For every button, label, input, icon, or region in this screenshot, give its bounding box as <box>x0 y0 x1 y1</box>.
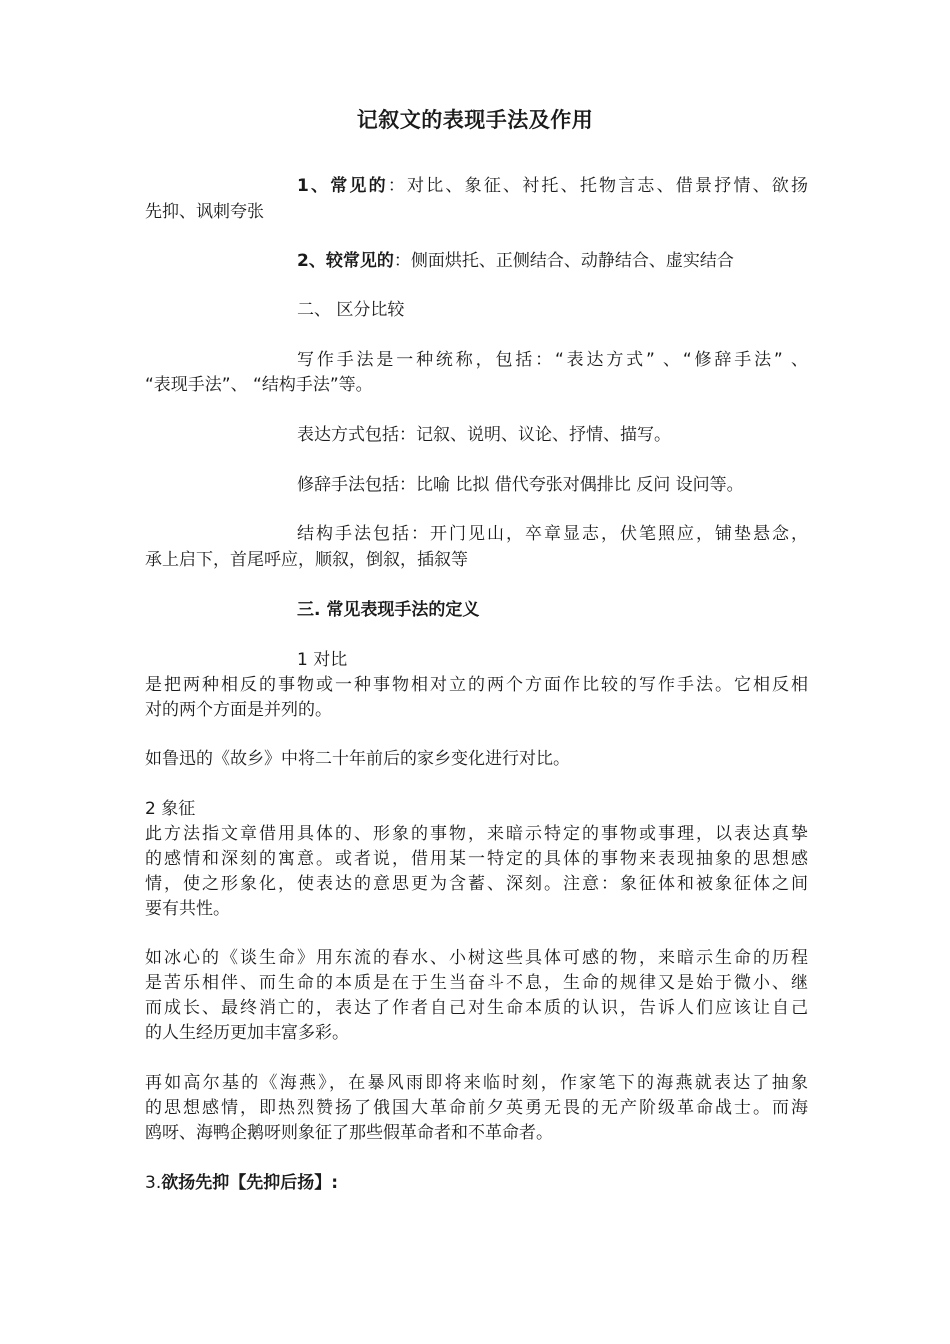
structure-methods-line1: 结构手法包括：开门见山，卒章显志，伏笔照应，铺垫悬念， <box>297 524 808 544</box>
rhetoric-devices: 修辞手法包括：比喻 比拟 借代夸张对偶排比 反问 设问等。 <box>297 475 744 495</box>
common-label: 1、常见的 <box>297 176 388 196</box>
contrast-def-line2: 对的两个方面是并列的。 <box>145 700 332 720</box>
writing-methods-line2: “表现手法”、 “结构手法”等。 <box>145 375 373 395</box>
less-common-colon: ： <box>393 251 411 271</box>
suppress-number: 3. <box>145 1173 162 1193</box>
common-text: 对比、象征、衬托、托物言志、借景抒情、欲扬 <box>407 176 808 196</box>
symbol-example2-line3: 鸥呀、海鸭企鹅呀则象征了那些假革命者和不革命者。 <box>145 1123 553 1143</box>
symbol-example1-line4: 的人生经历更加丰富多彩。 <box>145 1023 349 1043</box>
section-three-heading: 三. 常见表现手法的定义 <box>297 600 480 620</box>
symbol-heading: 2 象征 <box>145 799 196 819</box>
less-common-text: 侧面烘托、正侧结合、动静结合、虚实结合 <box>410 251 734 271</box>
symbol-example1-line2: 是苦乐相伴、而生命的本质是在于生当奋斗不息，生命的规律又是始于微小、继 <box>145 973 808 993</box>
page-title: 记叙文的表现手法及作用 <box>356 108 594 132</box>
symbol-def-line2: 的感情和深刻的寓意。或者说，借用某一特定的具体的事物来表现抽象的思想感 <box>145 849 808 869</box>
common-colon: ： <box>387 176 408 196</box>
symbol-example2-line2: 的思想感情，即热烈赞扬了俄国大革命前夕英勇无畏的无产阶级革命战士。而海 <box>145 1098 808 1118</box>
section-two-heading: 二、 区分比较 <box>297 300 405 320</box>
writing-methods-line1: 写作手法是一种统称，包括：“表达方式” 、“修辞手法” 、 <box>297 350 808 370</box>
symbol-def-line1: 此方法指文章借用具体的、形象的事物，来暗示特定的事物或事理，以表达真挚 <box>145 824 808 844</box>
contrast-example: 如鲁迅的《故乡》中将二十年前后的家乡变化进行对比。 <box>145 749 570 769</box>
symbol-example1-line1: 如冰心的《谈生命》用东流的春水、小树这些具体可感的物，来暗示生命的历程 <box>145 948 808 968</box>
symbol-def-line4: 要有共性。 <box>145 899 230 919</box>
symbol-def-line3: 情，使之形象化，使表达的意思更为含蓄、深刻。注意：象征体和被象征体之间 <box>145 874 808 894</box>
suppress-title: 欲扬先抑【先抑后扬】: <box>161 1173 339 1193</box>
expression-modes: 表达方式包括：记叙、说明、议论、抒情、描写。 <box>297 425 671 445</box>
contrast-heading: 1 对比 <box>297 650 348 670</box>
suppress-heading <box>145 1171 338 1195</box>
less-common-line <box>297 249 734 273</box>
less-common-label: 2、较常见的 <box>297 251 394 271</box>
contrast-def-line1: 是把两种相反的事物或一种事物相对立的两个方面作比较的写作手法。它相反相 <box>145 675 808 695</box>
common-techniques-line <box>297 174 808 198</box>
common-techniques-cont: 先抑、讽刺夸张 <box>145 202 264 222</box>
symbol-example2-line1: 再如高尔基的《海燕》，在暴风雨即将来临时刻，作家笔下的海燕就表达了抽象 <box>145 1073 808 1093</box>
symbol-example1-line3: 而成长、最终消亡的，表达了作者自己对生命本质的认识，告诉人们应该让自己 <box>145 998 808 1018</box>
structure-methods-line2: 承上启下，首尾呼应，顺叙，倒叙，插叙等 <box>145 550 468 570</box>
